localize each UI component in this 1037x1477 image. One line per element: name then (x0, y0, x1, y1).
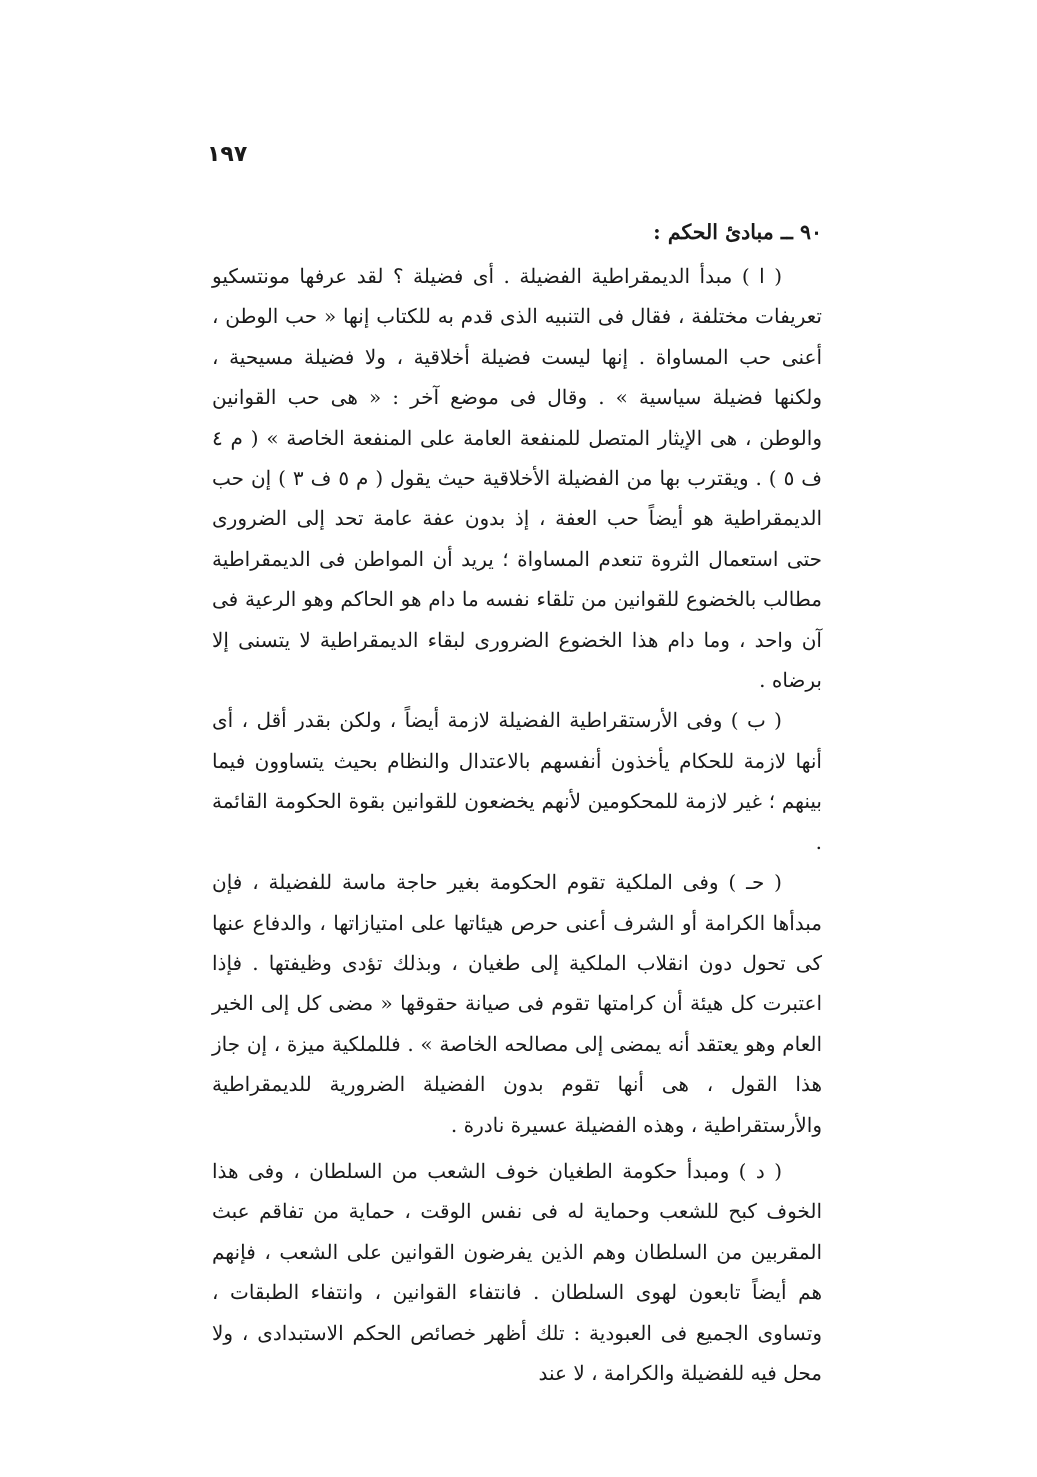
page-number: ١٩٧ (207, 142, 248, 167)
section-heading: ٩٠ ــ مبادئ الحكم : (653, 220, 822, 244)
paragraph-monarchy: ( حـ ) وفى الملكية تقوم الحكومة بغير حاجة ماسة للفضيلة ، فإن مبدأها الكرامة أو الشرف أعنى حرص هيئاتها على امتيازاتها ، والدفاع عنها كى تحول دون انقلاب الملكية إلى طغيان ، وبذلك تؤدى وظيفتها . فإذا اعتبرت كل هيئة أن كرامتها تقوم فى صيانة حقوقها « مضى كل إلى الخير العام وهو يعتقد أنه يمضى إلى مصالحه الخاصة » . فللملكية ميزة ، إن جاز هذا القول ، هى أنها تقوم بدون الفضيلة الضرورية للديمقراطية والأرستقراطية ، وهذه الفضيلة عسيرة نادرة . (212, 870, 822, 1137)
paragraph-despotism: ( د ) ومبدأ حكومة الطغيان خوف الشعب من السلطان ، وفى هذا الخوف كبح للشعب وحماية له فى نفس الوقت ، حماية من تفاقم عبث المقربين من السلطان وهم الذين يفرضون القوانين على الشعب ، فإنهم هم أيضاً تابعون لهوى السلطان . فانتفاء القوانين ، وانتفاء الطبقات ، وتساوى الجميع فى العبودية : تلك أظهر خصائص الحكم الاستبدادى ، ولا محل فيه للفضيلة والكرامة ، لا عند (212, 1158, 822, 1385)
paragraph-democracy: ( ا ) مبدأ الديمقراطية الفضيلة . أى فضيلة ؟ لقد عرفها مونتسكيو تعريفات مختلفة ، فقال فى التنبيه الذى قدم به للكتاب إنها « حب الوطن ، أعنى حب المساواة . إنها ليست فضيلة أخلاقية ، ولا فضيلة مسيحية ، ولكنها فضيلة سياسية » . وقال فى موضع آخر : « هى حب القوانين والوطن ، هى الإيثار المتصل للمنفعة العامة على المنفعة الخاصة » ( م ٤ ف ٥ ) . ويقترب بها من الفضيلة الأخلاقية حيث يقول ( م ٥ ف ٣ ) إن حب الديمقراطية هو أيضاً حب العفة ، إذ بدون عفة عامة تحد إلى الضرورى حتى استعمال الثروة تنعدم المساواة ؛ يريد أن المواطن فى الديمقراطية مطالب بالخضوع للقوانين من تلقاء نفسه ما دام هو الحاكم وهو الرعية فى آن واحد ، وما دام هذا الخضوع الضرورى لبقاء الديمقراطية لا يتسنى إلا برضاه . (212, 264, 822, 693)
paragraph-aristocracy: ( ب ) وفى الأرستقراطية الفضيلة لازمة أيضاً ، ولكن بقدر أقل ، أى أنها لازمة للحكام يأخذون أنفسهم بالاعتدال والنظام بحيث يتساوون فيما بينهم ؛ غير لازمة للمحكومين لأنهم يخضعون للقوانين بقوة الحكومة القائمة . (212, 708, 822, 854)
text-column (212, 212, 822, 1393)
